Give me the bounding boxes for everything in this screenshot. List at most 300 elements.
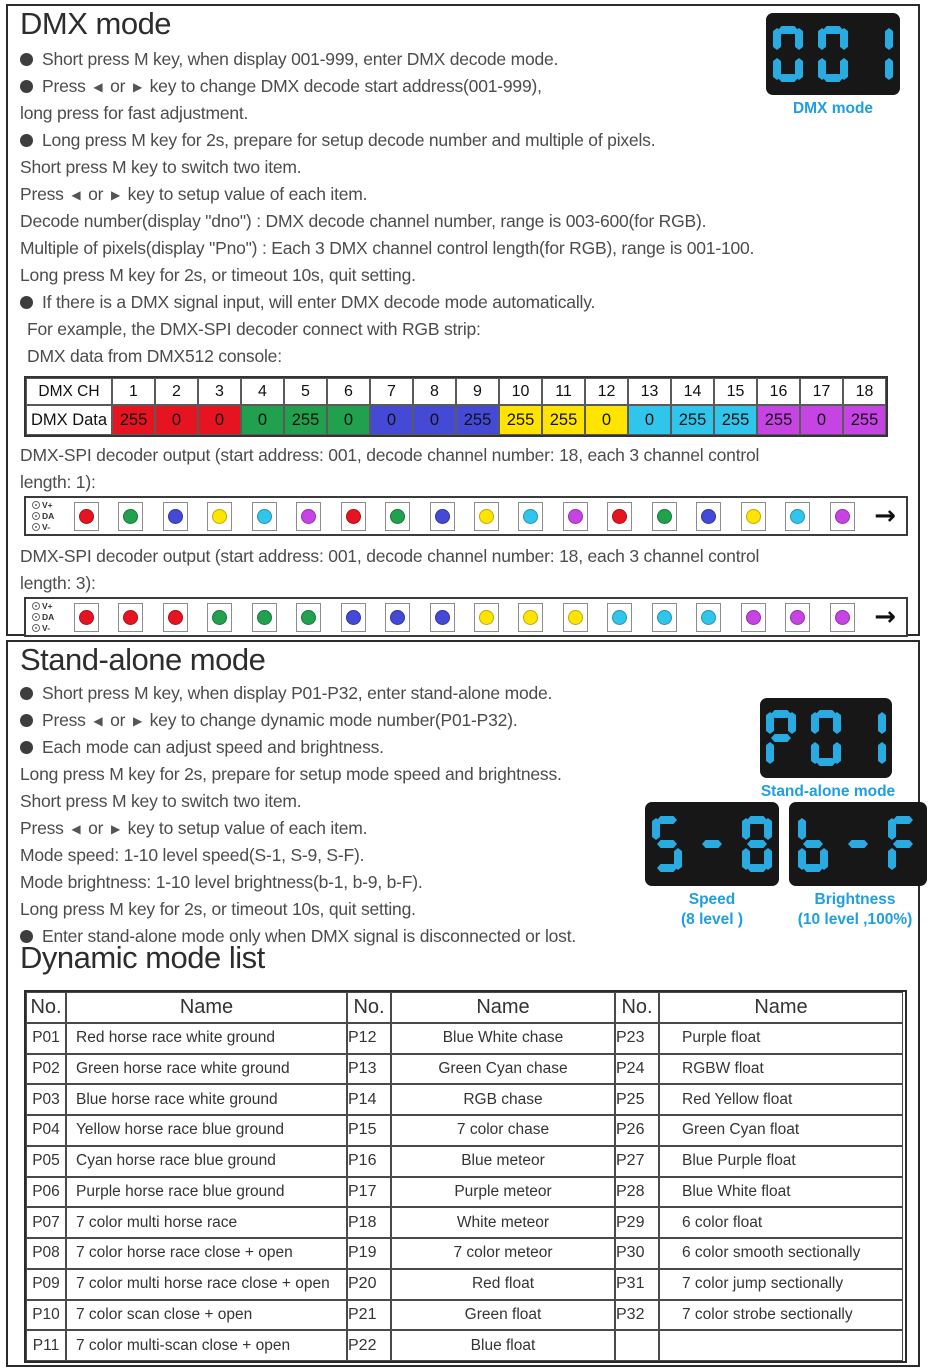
right-arrow-key-icon: ▶: [110, 188, 120, 202]
led-pixel-magenta: [296, 502, 321, 531]
strip-pin-label: DA: [32, 511, 54, 521]
segment-g: [771, 734, 791, 742]
mode-no-cell: P07: [26, 1207, 66, 1238]
mode-no-cell: P04: [26, 1115, 66, 1146]
led-pixel-blue: [430, 502, 455, 531]
dmx-ch-cell: 1: [112, 378, 155, 405]
led-dot: [790, 610, 805, 625]
mode-name-cell: Red horse race white ground: [66, 1023, 347, 1054]
seven-segment-digit: [818, 26, 848, 82]
mode-no-cell: P29: [615, 1207, 659, 1238]
led-pixel-yellow: [474, 502, 499, 531]
strip-pin-label: V-: [32, 623, 54, 633]
led-dot: [212, 610, 227, 625]
text-line: Each mode can adjust speed and brightness.: [20, 734, 908, 761]
mode-no-cell: P19: [347, 1238, 391, 1269]
mode-no-cell: P01: [26, 1023, 66, 1054]
led-dot: [479, 509, 494, 524]
seven-segment-digit: [811, 710, 841, 766]
led-pixel-red: [74, 603, 99, 632]
right-arrow-key-icon: ▶: [132, 80, 142, 94]
text-line: length: 3):: [20, 573, 96, 593]
dmx-mode-display-label: DMX mode: [792, 100, 874, 117]
segment-e: [773, 58, 781, 80]
arrow-right-icon: →: [874, 501, 896, 531]
text-line: Mode speed: 1-10 level speed(S-1, S-9, S-F).: [20, 845, 365, 865]
strip-pin-label: V+: [32, 500, 54, 510]
led-dot: [835, 509, 850, 524]
led-pixel-magenta: [830, 603, 855, 632]
mode-name-cell: 6 color float: [659, 1207, 903, 1238]
led-pixel-magenta: [785, 603, 810, 632]
text-line: Long press M key for 2s, or timeout 10s, quit setting.: [20, 899, 416, 919]
dmx-data-cell: 0: [628, 405, 671, 435]
left-arrow-key-icon: ◀: [71, 188, 81, 202]
seven-segment-digit: [742, 816, 772, 872]
dmx-ch-cell: 2: [155, 378, 198, 405]
led-pixel-yellow: [518, 603, 543, 632]
mode-no-cell: P30: [615, 1238, 659, 1269]
mode-name-cell: White meteor: [391, 1207, 615, 1238]
mode-no-cell: P14: [347, 1084, 391, 1115]
led-pixel-magenta: [741, 603, 766, 632]
segment-e: [888, 848, 896, 870]
led-dot: [390, 610, 405, 625]
segment-g: [848, 840, 868, 848]
mode-name-cell: Blue meteor: [391, 1146, 615, 1177]
table-row: [26, 1177, 905, 1208]
text-line: Press ◀ or ▶ key to change dynamic mode number(P01-P32).: [20, 707, 908, 734]
text-line: length: 1):: [20, 472, 96, 492]
segment-e: [818, 58, 826, 80]
header-no-cell: No.: [26, 992, 66, 1023]
segment-e: [798, 848, 806, 870]
seven-segment-digit: [856, 710, 886, 766]
text-line: Press ◀ or ▶ key to change DMX decode start address(001-999),: [20, 73, 908, 100]
text-line: Short press M key to switch two item.: [20, 157, 302, 177]
mode-name-cell: Purple float: [659, 1023, 903, 1054]
speed-display: [645, 802, 779, 886]
seven-segment-digit: [888, 816, 918, 872]
segment-g: [803, 840, 823, 848]
segment-g: [657, 840, 677, 848]
stand-alone-section: [6, 640, 920, 1367]
mode-no-cell: P21: [347, 1300, 391, 1331]
dmx-data-cell: 0: [413, 405, 456, 435]
mode-no-cell: P02: [26, 1054, 66, 1085]
dmx-ch-cell: 14: [671, 378, 714, 405]
right-arrow-key-icon: ▶: [132, 714, 142, 728]
segment-e: [811, 742, 819, 764]
seven-segment-digit: [773, 26, 803, 82]
dmx-data-cell: 255: [714, 405, 757, 435]
dynamic-mode-list-title: Dynamic mode list: [20, 940, 265, 975]
strip-pin-label: V-: [32, 522, 54, 532]
bullet-icon: [20, 687, 33, 700]
led-pixel-magenta: [563, 502, 588, 531]
mode-name-cell: Red float: [391, 1269, 615, 1300]
led-dot: [301, 509, 316, 524]
led-dot: [479, 610, 494, 625]
dmx-ch-cell: 5: [284, 378, 327, 405]
led-pixel-green: [118, 502, 143, 531]
led-pixel-green: [385, 502, 410, 531]
mode-name-cell: Blue White chase: [391, 1023, 615, 1054]
led-pixel-blue: [341, 603, 366, 632]
mode-name-cell: 7 color meteor: [391, 1238, 615, 1269]
mode-no-cell: P15: [347, 1115, 391, 1146]
table-row: [26, 1269, 905, 1300]
mode-no-cell: P13: [347, 1054, 391, 1085]
segment-d: [657, 864, 677, 872]
pin-icon: [32, 512, 40, 520]
bullet-icon: [20, 80, 33, 93]
led-dot: [701, 610, 716, 625]
text-line: Short press M key to switch two item.: [20, 791, 302, 811]
segment-b: [840, 28, 848, 50]
left-arrow-key-icon: ◀: [93, 714, 103, 728]
led-pixel-green: [652, 502, 677, 531]
dmx-data-cell: 0: [370, 405, 413, 435]
led-dot: [435, 610, 450, 625]
dmx-ch-cell: 12: [585, 378, 628, 405]
led-pixel-green: [207, 603, 232, 632]
segment-g: [747, 840, 767, 848]
dmx-data-cell: 255: [499, 405, 542, 435]
text-line: DMX-SPI decoder output (start address: 001, decode channel number: 18, each 3 channel control: [20, 445, 760, 465]
mode-no-cell: P22: [347, 1330, 391, 1361]
text-line: DMX-SPI decoder output (start address: 001, decode channel number: 18, each 3 channel control: [20, 546, 760, 566]
segment-c: [885, 58, 893, 80]
table-row: [26, 1300, 905, 1331]
segment-b: [878, 712, 886, 734]
mode-no-cell: P23: [615, 1023, 659, 1054]
seven-segment-digit: [843, 816, 873, 872]
dmx-data-cell: 255: [843, 405, 886, 435]
mode-name-cell: Cyan horse race blue ground: [66, 1146, 347, 1177]
mode-no-cell: P12: [347, 1023, 391, 1054]
table-row: [26, 1146, 905, 1177]
text-line: Long press M key for 2s, prepare for setup decode number and multiple of pixels.: [20, 127, 908, 154]
text-line: Mode brightness: 1-10 level brightness(b-1, b-9, b-F).: [20, 872, 423, 892]
segment-a: [893, 816, 913, 824]
mode-name-cell: [659, 1330, 903, 1361]
mode-no-cell: P03: [26, 1084, 66, 1115]
table-row: [26, 1207, 905, 1238]
led-pixel-cyan: [252, 502, 277, 531]
mode-name-cell: 7 color chase: [391, 1115, 615, 1146]
seven-segment-digit: [697, 816, 727, 872]
mode-no-cell: P31: [615, 1269, 659, 1300]
led-pixel-yellow: [207, 502, 232, 531]
mode-name-cell: Red Yellow float: [659, 1084, 903, 1115]
led-dot: [435, 509, 450, 524]
segment-f: [652, 818, 660, 840]
dynamic-mode-table: [24, 990, 907, 1363]
seven-segment-digit: [863, 26, 893, 82]
text-line: DMX data from DMX512 console:: [27, 346, 282, 366]
strip-connector: [32, 601, 54, 633]
segment-d: [823, 74, 843, 82]
segment-f: [818, 28, 826, 50]
dmx-ch-cell: 11: [542, 378, 585, 405]
segment-g: [702, 840, 722, 848]
dmx-data-cell: 255: [112, 405, 155, 435]
segment-f: [742, 818, 750, 840]
left-arrow-key-icon: ◀: [71, 822, 81, 836]
segment-e: [742, 848, 750, 870]
table-row: [26, 1330, 905, 1361]
mode-no-cell: P24: [615, 1054, 659, 1085]
dmx-data-label-cell: DMX Data: [26, 405, 112, 435]
dmx-data-cell: 255: [542, 405, 585, 435]
led-pixel-cyan: [785, 502, 810, 531]
mode-name-cell: Blue White float: [659, 1177, 903, 1208]
led-dot: [346, 509, 361, 524]
mode-name-cell: RGB chase: [391, 1084, 615, 1115]
led-pixel-magenta: [830, 502, 855, 531]
bullet-icon: [20, 741, 33, 754]
dmx-ch-cell: 16: [757, 378, 800, 405]
mode-no-cell: P06: [26, 1177, 66, 1208]
seven-segment-digit: [652, 816, 682, 872]
led-dot: [257, 610, 272, 625]
mode-name-cell: Yellow horse race blue ground: [66, 1115, 347, 1146]
segment-b: [788, 712, 796, 734]
pin-icon: [32, 501, 40, 509]
led-pixel-green: [252, 603, 277, 632]
mode-name-cell: Blue Purple float: [659, 1146, 903, 1177]
bullet-icon: [20, 134, 33, 147]
dmx-data-cell: 255: [757, 405, 800, 435]
bullet-icon: [20, 714, 33, 727]
mode-name-cell: Green Cyan float: [659, 1115, 903, 1146]
mode-name-cell: Green Cyan chase: [391, 1054, 615, 1085]
mode-name-cell: 7 color jump sectionally: [659, 1269, 903, 1300]
led-dot: [746, 509, 761, 524]
strip-pin-label: V+: [32, 601, 54, 611]
header-no-cell: No.: [615, 992, 659, 1023]
led-dot: [523, 509, 538, 524]
segment-d: [778, 74, 798, 82]
text-line: Short press M key, when display 001-999, enter DMX decode mode.: [20, 46, 908, 73]
brightness-display-label: [775, 890, 930, 930]
mode-name-cell: Green float: [391, 1300, 615, 1331]
dmx-ch-corner-cell: DMX CH: [26, 378, 112, 405]
dmx-ch-cell: 10: [499, 378, 542, 405]
led-pixel-yellow: [563, 603, 588, 632]
speed-label: Speed: [688, 891, 736, 908]
led-pixel-cyan: [607, 603, 632, 632]
output1-caption: [20, 442, 908, 496]
dmx-data-cell: 0: [800, 405, 843, 435]
led-pixel-cyan: [518, 502, 543, 531]
led-dot: [123, 509, 138, 524]
text-line: Enter stand-alone mode only when DMX signal is disconnected or lost.: [20, 923, 908, 950]
brightness-sublabel: (10 level ,100%): [797, 911, 913, 928]
dmx-ch-cell: 18: [843, 378, 886, 405]
bullet-icon: [20, 296, 33, 309]
mode-name-cell: 7 color strobe sectionally: [659, 1300, 903, 1331]
table-row: [26, 1023, 905, 1054]
mode-name-cell: 6 color smooth sectionally: [659, 1238, 903, 1269]
segment-b: [885, 28, 893, 50]
text-line: For example, the DMX-SPI decoder connect with RGB strip:: [27, 319, 481, 339]
led-dot: [168, 610, 183, 625]
led-pixel-red: [607, 502, 632, 531]
text-line: Long press M key for 2s, or timeout 10s, quit setting.: [20, 265, 416, 285]
header-name-cell: Name: [391, 992, 615, 1023]
mode-no-cell: P27: [615, 1146, 659, 1177]
mode-name-cell: Green horse race white ground: [66, 1054, 347, 1085]
stand-alone-display-label: Stand-alone mode: [760, 783, 896, 800]
segment-d: [803, 864, 823, 872]
speed-display-label: [645, 890, 779, 930]
led-dot: [346, 610, 361, 625]
text-line: Decode number(display "dno") : DMX decode channel number, range is 003-600(for RGB).: [20, 211, 707, 231]
segment-f: [798, 818, 806, 840]
dmx-data-cell: 255: [284, 405, 327, 435]
dmx-mode-title: DMX mode: [20, 6, 172, 41]
led-pixel-red: [74, 502, 99, 531]
led-pixel-cyan: [652, 603, 677, 632]
segment-f: [766, 712, 774, 734]
strip-pin-label: DA: [32, 612, 54, 622]
pin-icon: [32, 624, 40, 632]
bullet-icon: [20, 53, 33, 66]
dmx-data-cell: 0: [585, 405, 628, 435]
led-pixel-red: [341, 502, 366, 531]
mode-name-cell: Blue float: [391, 1330, 615, 1361]
dmx-ch-cell: 17: [800, 378, 843, 405]
text-line: Short press M key, when display P01-P32, enter stand-alone mode.: [20, 680, 908, 707]
segment-f: [811, 712, 819, 734]
led-pixel-green: [296, 603, 321, 632]
led-dot: [612, 610, 627, 625]
text-line: Press ◀ or ▶ key to setup value of each item.: [20, 184, 368, 204]
segment-e: [766, 742, 774, 764]
pin-icon: [32, 602, 40, 610]
mode-no-cell: P18: [347, 1207, 391, 1238]
header-name-cell: Name: [659, 992, 903, 1023]
led-pixel-blue: [430, 603, 455, 632]
led-pixel-blue: [385, 603, 410, 632]
dmx-ch-cell: 4: [241, 378, 284, 405]
brightness-label: Brightness: [814, 891, 896, 908]
segment-a: [657, 816, 677, 824]
mode-no-cell: P10: [26, 1300, 66, 1331]
mode-no-cell: P17: [347, 1177, 391, 1208]
dmx-channel-table: [24, 376, 888, 437]
dmx-mode-display: [766, 13, 900, 95]
dmx-ch-cell: 7: [370, 378, 413, 405]
mode-name-cell: 7 color multi-scan close + open: [66, 1330, 347, 1361]
segment-b: [833, 712, 841, 734]
table-row: [26, 1054, 905, 1085]
led-dot: [568, 610, 583, 625]
dmx-data-cell: 255: [671, 405, 714, 435]
mode-name-cell: Purple horse race blue ground: [66, 1177, 347, 1208]
mode-no-cell: P32: [615, 1300, 659, 1331]
led-dot: [568, 509, 583, 524]
led-strip-2: [24, 597, 908, 637]
dmx-channel-header-row: [26, 378, 886, 405]
text-line: If there is a DMX signal input, will enter DMX decode mode automatically.: [20, 289, 908, 316]
segment-b: [795, 28, 803, 50]
mode-no-cell: P16: [347, 1146, 391, 1177]
brightness-display: [789, 802, 927, 886]
mode-no-cell: [615, 1330, 659, 1361]
led-dot: [168, 509, 183, 524]
text-line: Multiple of pixels(display "Pno") : Each 3 DMX channel control length(for RGB), range is 001-100.: [20, 238, 755, 258]
dmx-ch-cell: 15: [714, 378, 757, 405]
mode-name-cell: RGBW float: [659, 1054, 903, 1085]
header-name-cell: Name: [66, 992, 347, 1023]
led-dot: [301, 610, 316, 625]
table-row: [26, 1238, 905, 1269]
dmx-ch-cell: 13: [628, 378, 671, 405]
dmx-ch-cell: 6: [327, 378, 370, 405]
speed-sublabel: (8 level ): [680, 911, 744, 928]
header-no-cell: No.: [347, 992, 391, 1023]
text-line: Long press M key for 2s, prepare for setup mode speed and brightness.: [20, 764, 562, 784]
dmx-data-cell: 255: [456, 405, 499, 435]
dmx-ch-cell: 8: [413, 378, 456, 405]
led-strip-1: [24, 496, 908, 536]
segment-b: [764, 818, 772, 840]
text-line: Press ◀ or ▶ key to setup value of each item.: [20, 818, 368, 838]
dmx-data-cell: 0: [241, 405, 284, 435]
mode-name-cell: Purple meteor: [391, 1177, 615, 1208]
mode-name-cell: 7 color horse race close + open: [66, 1238, 347, 1269]
segment-f: [773, 28, 781, 50]
mode-name-cell: 7 color multi horse race: [66, 1207, 347, 1238]
mode-no-cell: P11: [26, 1330, 66, 1361]
right-arrow-key-icon: ▶: [110, 822, 120, 836]
led-dot: [79, 509, 94, 524]
mode-no-cell: P08: [26, 1238, 66, 1269]
text-line: long press for fast adjustment.: [20, 103, 249, 123]
left-arrow-key-icon: ◀: [93, 80, 103, 94]
segment-f: [888, 818, 896, 840]
segment-d: [747, 864, 767, 872]
led-pixel-yellow: [741, 502, 766, 531]
pin-icon: [32, 613, 40, 621]
dmx-data-row: [26, 405, 886, 435]
mode-no-cell: P20: [347, 1269, 391, 1300]
strip-connector: [32, 500, 54, 532]
dmx-data-cell: 0: [198, 405, 241, 435]
dmx-data-cell: 0: [155, 405, 198, 435]
dmx-mode-section: [6, 4, 920, 636]
mode-name-cell: Blue horse race white ground: [66, 1084, 347, 1115]
led-pixel-yellow: [474, 603, 499, 632]
table-header-row: [26, 992, 905, 1023]
led-pixel-cyan: [696, 603, 721, 632]
led-dot: [835, 610, 850, 625]
mode-no-cell: P26: [615, 1115, 659, 1146]
led-dot: [746, 610, 761, 625]
mode-name-cell: 7 color scan close + open: [66, 1300, 347, 1331]
led-dot: [257, 509, 272, 524]
mode-no-cell: P28: [615, 1177, 659, 1208]
table-row: [26, 1115, 905, 1146]
led-dot: [657, 509, 672, 524]
seven-segment-digit: [766, 710, 796, 766]
stand-alone-title: Stand-alone mode: [20, 642, 266, 677]
segment-c: [878, 742, 886, 764]
dmx-ch-cell: 9: [456, 378, 499, 405]
